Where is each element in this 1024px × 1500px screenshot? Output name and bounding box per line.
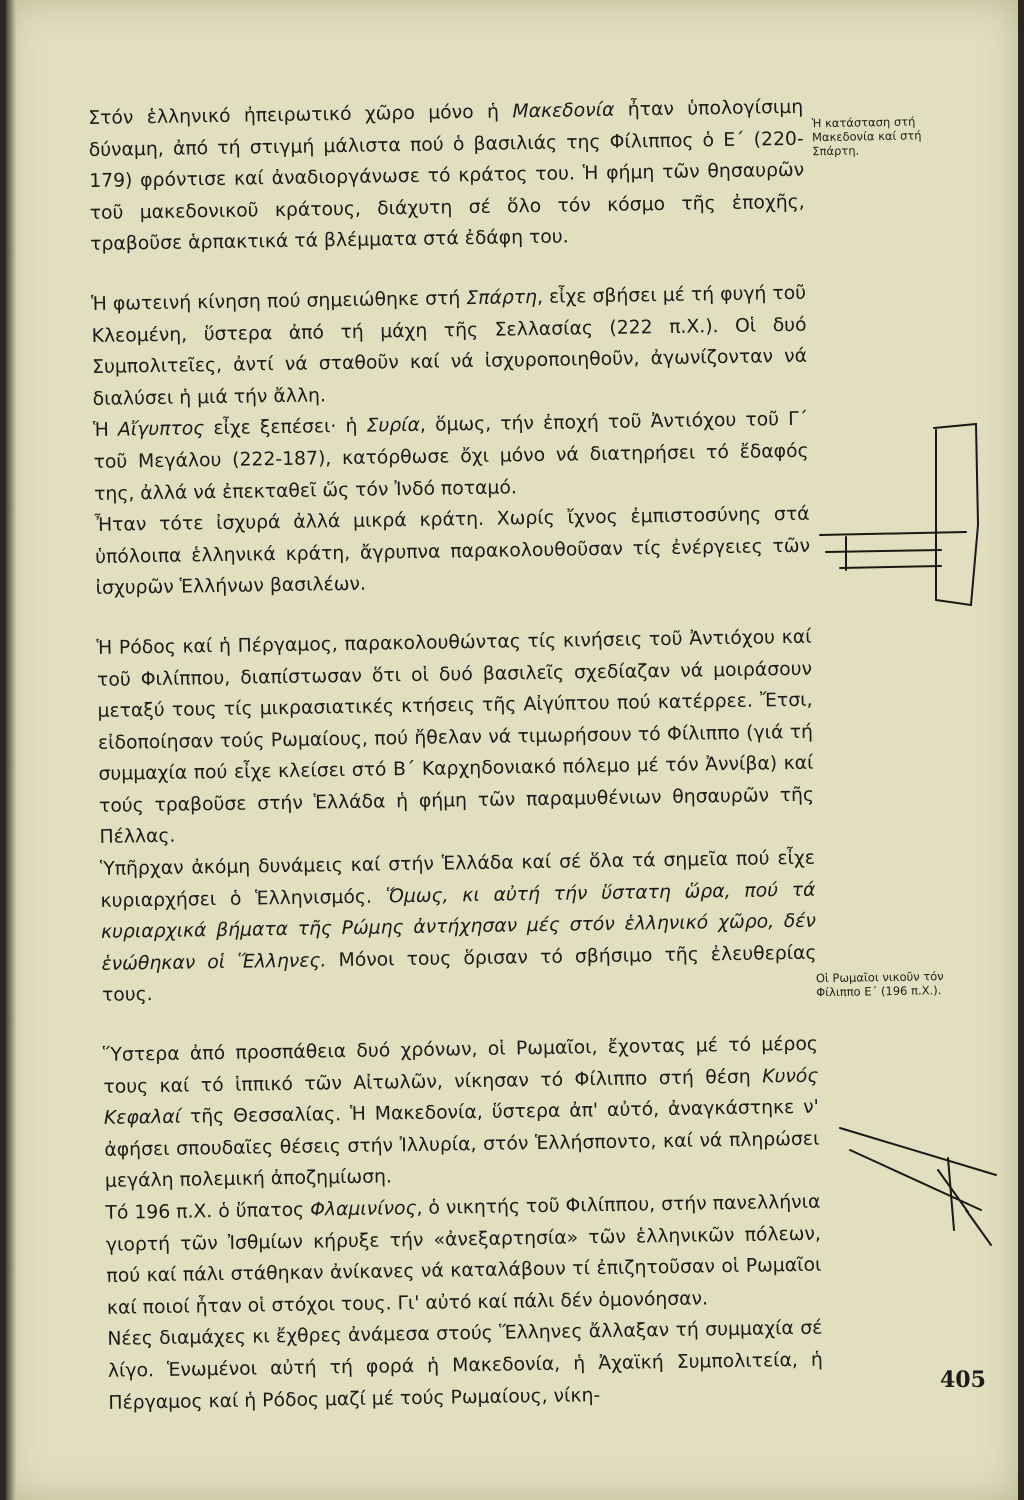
text-segment: , ὅμως, τήν ἐποχή τοῦ Ἀντιόχου τοῦ Γ΄ τοῦ Μεγάλου (222-187), κατόρθωσε ὄχι μόνο νά διατηρήσει τό ἔδαφός της, ἀλλά νά ἐπεκταθεῖ ὥς τόν Ἰνδό ποταμό.: [93, 409, 809, 505]
italic-text-segment: Αἴγυπτος: [117, 418, 205, 441]
margin-note-romans-defeat-philip: Οἱ Ρωμαῖοι νικοῦν τόν Φίλιππο Ε΄ (196 π.Χ.).: [815, 969, 944, 1000]
italic-text-segment: Μακεδονία: [512, 99, 615, 123]
text-segment: Ἡ: [92, 419, 119, 442]
paragraph-1: [88, 92, 805, 261]
text-segment: τῆς Θεσσαλίας. Ἡ Μακεδονία, ὕστερα ἀπ' αὐτό, ἀναγκάστηκε ν' ἀφήσει σπουδαῖες θέσεις στήν Ἰλλυρία, στόν Ἑλλήσποντο, καί νά πληρώσει μεγάλη πολεμική ἀποζημίωση.: [104, 1096, 820, 1193]
text-segment: Μόνοι τους ὅρισαν τό σβήσιμο τῆς ἐλευθερίας τους.: [101, 942, 817, 1007]
pen-cross-mark: [840, 1128, 996, 1245]
paragraph-7: [103, 1029, 820, 1198]
margin-note-macedonia-sparta: Ἡ κατάσταση στή Μακεδονία καί στή Σπάρτη.: [811, 114, 922, 159]
paragraph-3: [93, 404, 809, 510]
text-segment: Στόν ἑλληνικό ἠπειρωτικό χῶρο μόνο ἡ: [88, 101, 513, 129]
main-text-column: [88, 92, 824, 1419]
paragraph-4: [94, 499, 810, 605]
text-segment: Ὕστερα ἀπό προσπάθεια δυό χρόνων, οἱ Ρωμαῖοι, ἔχοντας μέ τό μέρος τους καί τό ἱππικό τῶν Αἰτωλῶν, νίκησαν τό Φίλιππο στή θέση: [102, 1033, 819, 1098]
italic-text-segment: Φλαμινίνος: [309, 1197, 417, 1221]
text-segment: Ὑπῆρχαν ἀκόμη δυνάμεις καί στήν Ἑλλάδα καί σέ ὅλα τά σημεῖα πού εἶχε κυριαρχήσει ὁ Ἑλληνισμός.: [99, 847, 816, 912]
pen-bracket-mark: [820, 424, 978, 605]
paragraph-6: [100, 843, 817, 1012]
paragraph-5: [96, 622, 814, 854]
text-segment: , ὁ νικητής τοῦ Φιλίππου, στήν πανελλήνια γιορτή τῶν Ἰσθμίων κήρυξε τήν «ἀνεξαρτησία» τῶν ἑλληνικῶν πόλεων, πού καί πάλι στάθηκαν ἀνίκανες νά καταλάβουν τί ἐπιζητοῦσαν οἱ Ρωμαῖοι καί ποιοί ἦταν οἱ στόχοι τους. Γι' αὐτό καί πάλι δέν ὁμονόησαν.: [105, 1191, 822, 1319]
page-spine-edge: [6, 0, 16, 1500]
text-segment: Ἦταν τότε ἰσχυρά ἀλλά μικρά κράτη. Χωρίς ἴχνος ἐμπιστοσύνης στά ὑπόλοιπα ἑλληνικά κράτη, ἄγρυπνα παρακολουθοῦσαν τίς ἐνέργειες τῶν ἰσχυρῶν Ἑλλήνων βασιλέων.: [94, 503, 811, 600]
text-segment: Ἡ φωτεινή κίνηση πού σημειώθηκε στή: [90, 288, 467, 315]
text-segment: Τό 196 π.Χ. ὁ ὕπατος: [105, 1199, 311, 1224]
book-page: [6, 0, 1018, 1500]
paragraph-2: [91, 278, 808, 416]
italic-text-segment: Ὅμως, κι αὐτή τήν ὕστατη ὥρα, πού τά κυριαρχικά βήματα τῆς Ρώμης ἀντήχησαν μές στόν ἑλληνικό χῶρο, δέν ἑνώθηκαν οἱ Ἕλληνες.: [100, 879, 817, 975]
italic-text-segment: Κυνός Κεφαλαί: [103, 1065, 819, 1130]
page-number: 405: [940, 1367, 986, 1393]
paragraph-8: [105, 1187, 822, 1325]
text-segment: ἦταν ὑπολογίσιμη δύναμη, ἀπό τή στιγμή μάλιστα πού ὁ βασιλιάς της Φίλιππος ὁ Ε΄ (220-179) φρόντισε καί ἀναδιοργάνωσε τό κράτος του. Ἡ φήμη τῶν θησαυρῶν τοῦ μακεδονικοῦ κράτους, διάχυτη σέ ὅλο τόν κόσμο τῆς ἐποχῆς, τραβοῦσε ἁρπακτικά τά βλέμματα στά ἐδάφη του.: [88, 96, 805, 256]
italic-text-segment: Σπάρτη: [466, 286, 538, 310]
text-segment: , εἶχε σβήσει μέ τή φυγή τοῦ Κλεομένη, ὕστερα ἀπό τή μάχη τῆς Σελλασίας (222 π.Χ.). Οἱ δυό Συμπολιτεῖες, ἀντί νά σταθοῦν καί νά ἰσχυροποιηθοῦν, ἀγωνίζονταν νά διαλύσει ἡ μιά τήν ἄλλη.: [91, 282, 808, 410]
text-segment: Ἡ Ρόδος καί ἡ Πέργαμος, παρακολουθώντας τίς κινήσεις τοῦ Ἀντιόχου καί τοῦ Φιλίππου, διαπίστωσαν ὅτι οἱ δυό βασιλεῖς σχεδίαζαν νά μοιράσουν μεταξύ τους τίς μικρασιατικές κτήσεις τῆς Αἰγύπτου πού κατέρρεε. Ἔτσι, εἰδοποίησαν τούς Ρωμαίους, πού ἤθελαν νά τιμωρήσουν τό Φίλιππο (γιά τή συμμαχία πού εἶχε κλείσει στό Β΄ Καρχηδονιακό πόλεμο μέ τόν Ἀννίβα) καί τούς τραβοῦσε στήν Ἑλλάδα ἡ φήμη τῶν παραμυθένιων θησαυρῶν τῆς Πέλλας.: [96, 626, 815, 849]
text-segment: Νέες διαμάχες κι ἔχθρες ἀνάμεσα στούς Ἕλληνες ἄλλαξαν τή συμμαχία σέ λίγο. Ἑνωμένοι αὐτή τή φορά ἡ Μακεδονία, ἡ Ἀχαϊκή Συμπολιτεία, ἡ Πέργαμος καί ἡ Ρόδος μαζί μέ τούς Ρωμαίους, νίκη-: [107, 1317, 824, 1414]
italic-text-segment: Συρία: [366, 415, 421, 438]
text-segment: εἶχε ξεπέσει· ἡ: [204, 416, 367, 440]
paragraph-9: [107, 1313, 823, 1419]
